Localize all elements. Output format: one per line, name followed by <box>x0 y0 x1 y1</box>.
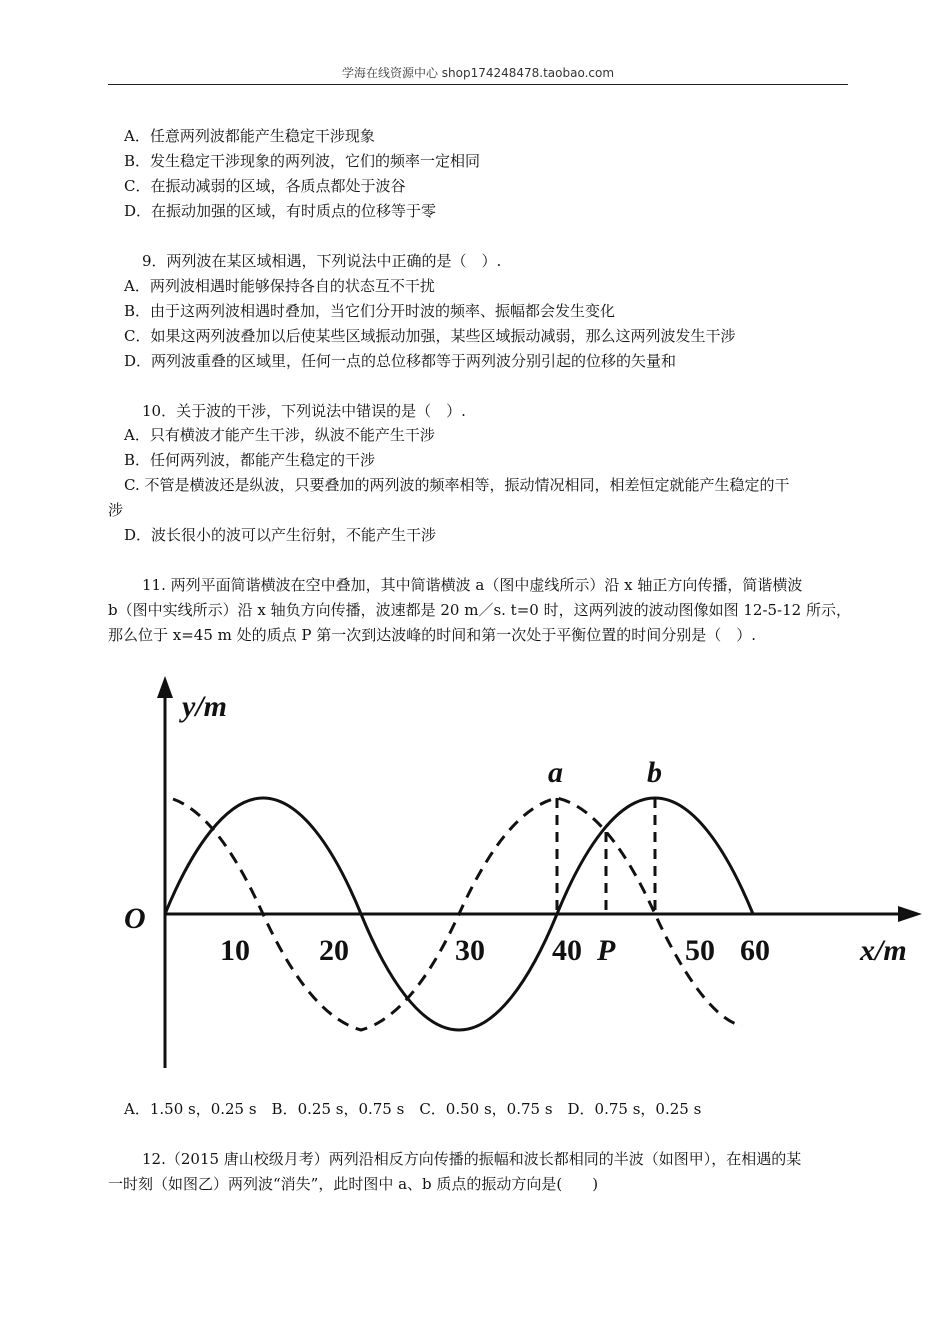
wave-figure <box>112 668 932 1082</box>
tick-label-40: 40 <box>552 934 582 967</box>
tick-label-60: 60 <box>740 934 770 967</box>
q10-stem: 10．关于波的干涉，下列说法中错误的是（ ）. <box>142 402 466 420</box>
q9-stem: 9．两列波在某区域相遇，下列说法中正确的是（ ）. <box>142 252 502 270</box>
q9-option-a: A．两列波相遇时能够保持各自的状态互不干扰 <box>124 277 435 295</box>
x-axis-arrow <box>898 906 922 922</box>
q10-option-b: B．任何两列波，都能产生稳定的干涉 <box>124 451 376 469</box>
x-axis-label: x/m <box>860 934 907 967</box>
q8-option-b: B．发生稳定干涉现象的两列波，它们的频率一定相同 <box>124 152 481 170</box>
y-axis-arrow <box>157 676 173 698</box>
q9-option-b: B．由于这两列波相遇时叠加，当它们分开时波的频率、振幅都会发生变化 <box>124 302 616 320</box>
q9-option-c: C．如果这两列波叠加以后使某些区域振动加强，某些区域振动减弱，那么这两列波发生干涉 <box>124 327 736 345</box>
q11-options: A．1.50 s，0.25 s B．0.25 s，0.75 s C．0.50 s，0.75 s D．0.75 s，0.25 s <box>124 1100 702 1118</box>
tick-label-50: 50 <box>685 934 715 967</box>
origin-label: O <box>124 902 146 935</box>
q10-option-d: D．波长很小的波可以产生衍射，不能产生干涉 <box>124 526 437 544</box>
q10-option-a: A．只有横波才能产生干涉，纵波不能产生干涉 <box>124 426 435 444</box>
y-axis-label: y/m <box>182 690 227 723</box>
wave-a-label: a <box>548 756 563 789</box>
tick-label-20: 20 <box>319 934 349 967</box>
header-rule <box>108 84 848 85</box>
q9-option-d: D．两列波重叠的区域里，任何一点的总位移都等于两列波分别引起的位移的矢量和 <box>124 352 677 370</box>
q8-option-c: C．在振动减弱的区域，各质点都处于波谷 <box>124 177 406 195</box>
page-header: 学海在线资源中心 shop174248478.taobao.com <box>341 66 615 80</box>
q12-line-2: 一时刻（如图乙）两列波“消失”，此时图中 a、b 质点的振动方向是( ) <box>108 1175 599 1193</box>
q10-option-c-cont: 涉 <box>108 501 124 519</box>
tick-label-p: P <box>597 934 616 967</box>
wave-b-label: b <box>647 756 662 789</box>
tick-label-30: 30 <box>455 934 485 967</box>
q11-line-3: 那么位于 x=45 m 处的质点 P 第一次到达波峰的时间和第一次处于平衡位置的时间分别是（ ）. <box>108 626 757 644</box>
q11-line-1: 11. 两列平面简谐横波在空中叠加，其中简谐横波 a（图中虚线所示）沿 x 轴正方向传播，简谐横波 <box>142 576 803 594</box>
q10-option-c: C. 不管是横波还是纵波，只要叠加的两列波的频率相等，振动情况相同，相差恒定就能产生稳定的干 <box>124 476 790 494</box>
q8-option-a: A．任意两列波都能产生稳定干涉现象 <box>124 127 375 145</box>
q12-line-1: 12.（2015 唐山校级月考）两列沿相反方向传播的振幅和波长都相同的半波（如图甲），在相遇的某 <box>142 1150 802 1168</box>
q11-line-2: b（图中实线所示）沿 x 轴负方向传播，波速都是 20 m／s. t=0 时，这两列波的波动图像如图 12-5-12 所示， <box>108 601 851 619</box>
tick-label-10: 10 <box>220 934 250 967</box>
q8-option-d: D．在振动加强的区域，有时质点的位移等于零 <box>124 202 437 220</box>
